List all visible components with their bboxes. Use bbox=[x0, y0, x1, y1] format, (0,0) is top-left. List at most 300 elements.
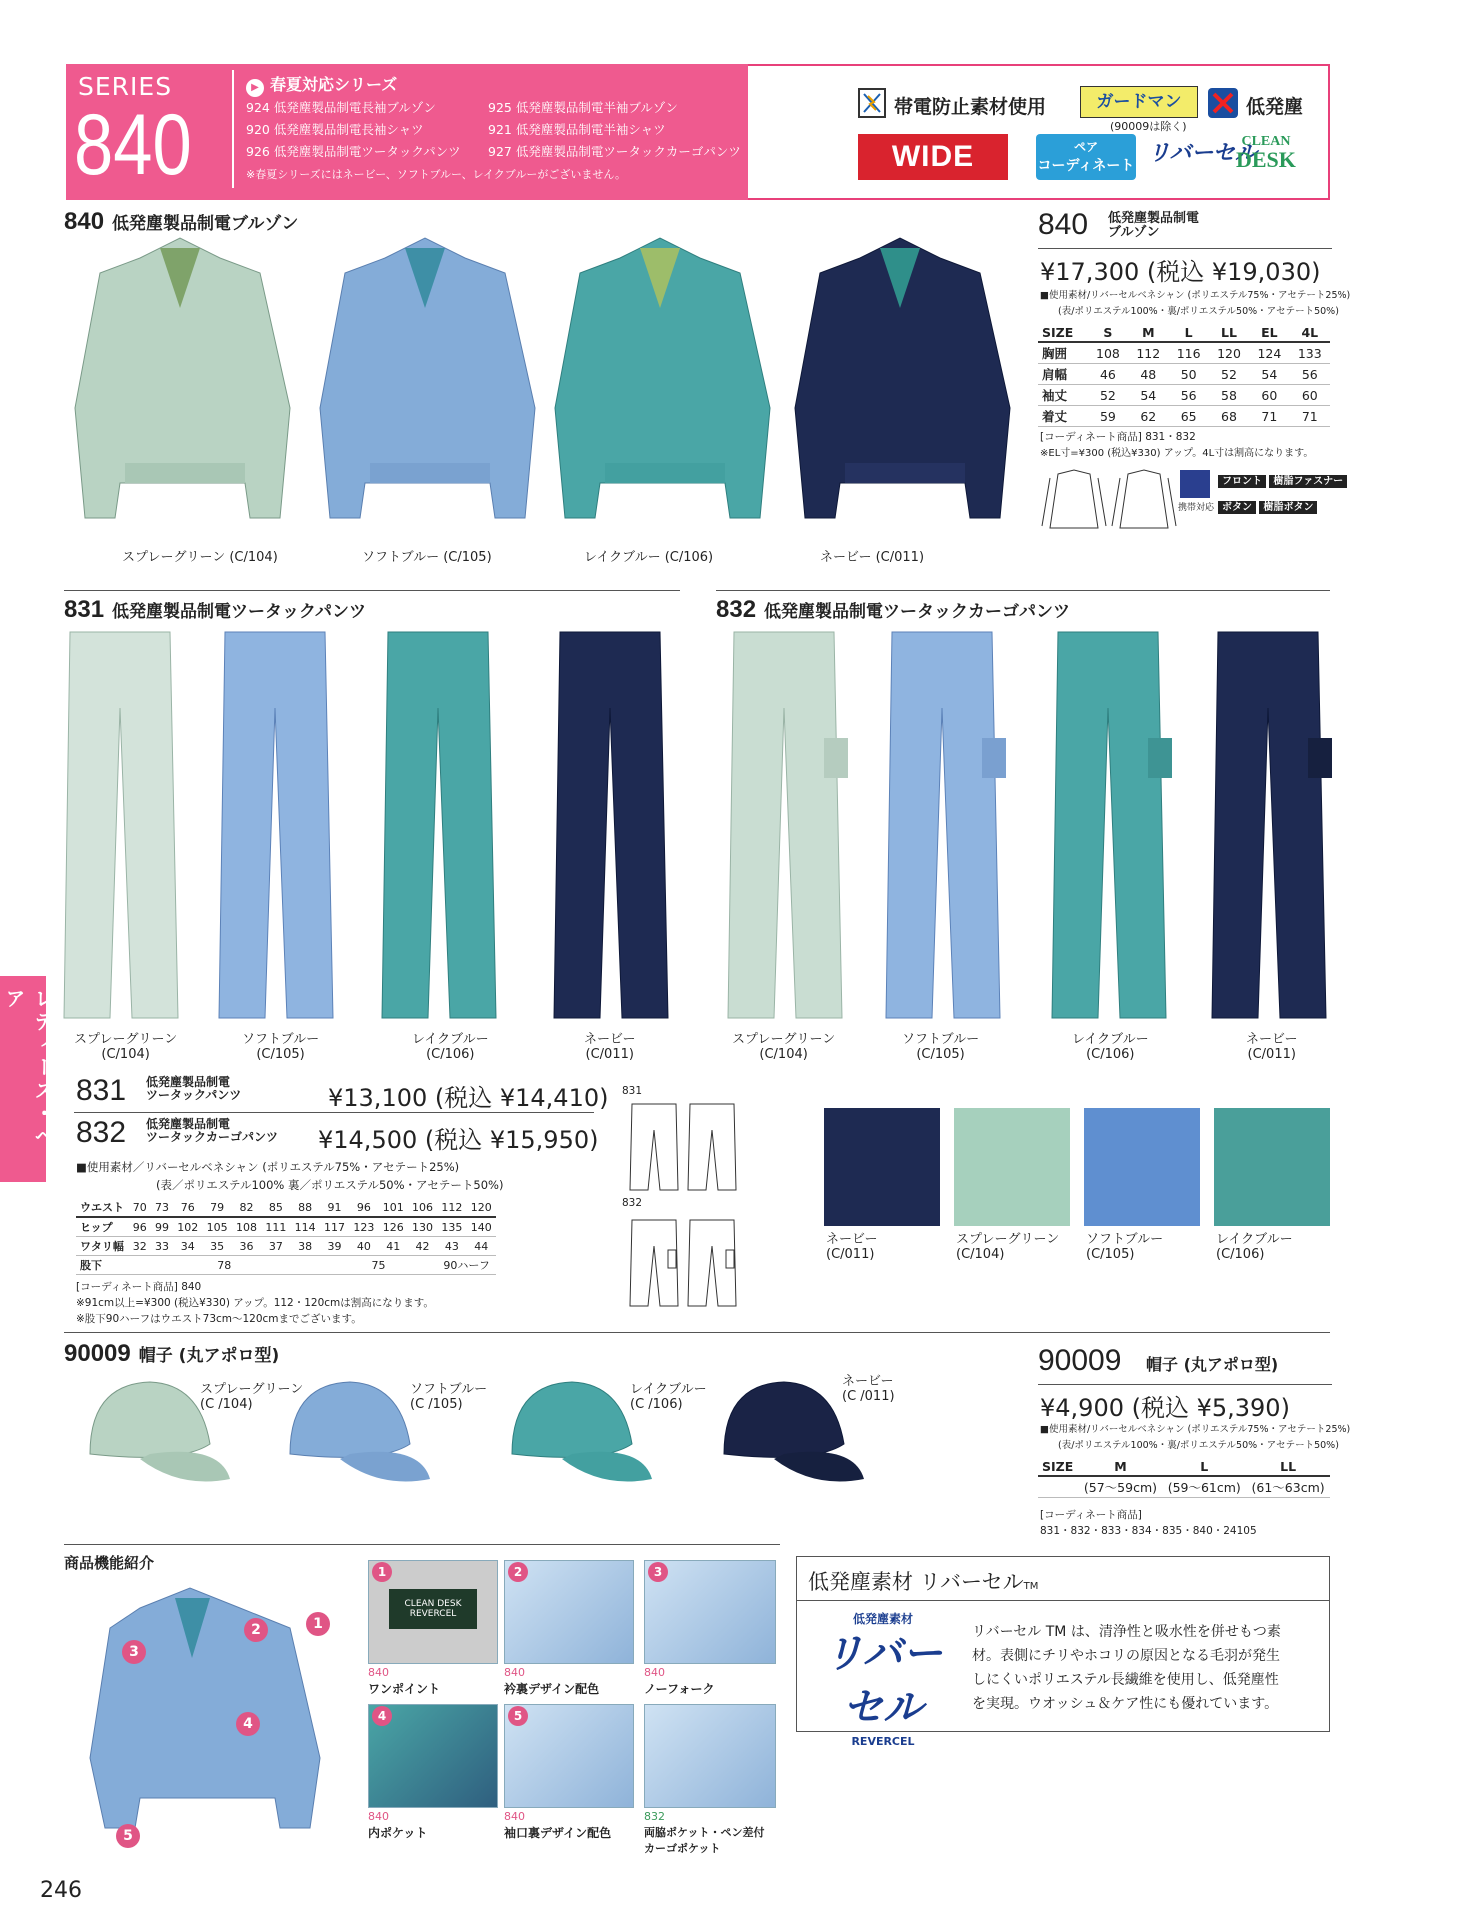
button-label: ボタン bbox=[1218, 501, 1256, 514]
jacket-price: ¥17,300 (税込 ¥19,030) bbox=[1040, 258, 1321, 286]
cap-heading-text: 帽子 (丸アポロ型) bbox=[138, 1346, 280, 1366]
table-cell: 43 bbox=[437, 1237, 466, 1256]
jacket-variant-label: レイクブルー (C/106) bbox=[584, 550, 714, 565]
category-tab[interactable] bbox=[0, 976, 55, 1182]
button-value: 樹脂ボタン bbox=[1259, 501, 1317, 514]
cap-variant-label bbox=[410, 1382, 487, 1412]
table-cell: 85 bbox=[261, 1198, 290, 1217]
cap-price: ¥4,900 (税込 ¥5,390) bbox=[1040, 1394, 1290, 1422]
diagram-label: 832 bbox=[622, 1197, 643, 1209]
feature-number: 1 bbox=[372, 1562, 392, 1582]
callout-2: 2 bbox=[244, 1618, 268, 1642]
table-cell: 114 bbox=[291, 1217, 320, 1237]
table-cell: SIZE bbox=[1038, 324, 1088, 342]
series-note: ※春夏シリーズにはネービー、ソフトブルー、レイクブルーがございません。 bbox=[246, 168, 627, 181]
jacket-size-note: ※EL寸=¥300 (税込¥330) アップ。4L寸は割高になります。 bbox=[1040, 448, 1314, 459]
series-item: 924 低発塵製品制電長袖ブルゾン bbox=[246, 100, 436, 115]
table-cell: (59〜61cm) bbox=[1162, 1476, 1246, 1498]
cap-coordinate-label: [コーディネート商品] bbox=[1040, 1509, 1142, 1521]
pants832-lake-blue bbox=[1052, 632, 1172, 1018]
guardman-note: (90009は除く) bbox=[1110, 120, 1187, 133]
table-cell: 70 bbox=[129, 1198, 151, 1217]
pants832-navy bbox=[1212, 632, 1332, 1018]
feature-label: ワンポイント bbox=[368, 1682, 441, 1696]
cap-spec-number: 90009 bbox=[1038, 1344, 1122, 1377]
table-row bbox=[1038, 324, 1330, 342]
pants831-variant-label bbox=[242, 1032, 319, 1062]
series-number: 840 bbox=[74, 97, 192, 193]
pants832-variant-label bbox=[1246, 1032, 1297, 1062]
table-row bbox=[1038, 406, 1330, 427]
logo-main: リバーセル bbox=[823, 1631, 943, 1731]
swatch-name: レイクブルー bbox=[1216, 1232, 1293, 1247]
divider bbox=[716, 590, 1330, 591]
pants831-heading-number: 831 bbox=[64, 596, 105, 623]
pants831-heading-text: 低発塵製品制電ツータックパンツ bbox=[112, 602, 367, 622]
variant-code: (C/105) bbox=[256, 1047, 305, 1062]
feature-label: 衿裏デザイン配色 bbox=[504, 1682, 600, 1696]
swatch-code: (C/106) bbox=[1216, 1247, 1265, 1262]
series-label: SERIES bbox=[78, 72, 173, 101]
table-cell: 105 bbox=[202, 1217, 231, 1237]
jacket-variant-label: ソフトブルー (C/105) bbox=[362, 550, 492, 565]
table-cell: 124 bbox=[1249, 342, 1289, 364]
low-dust-icon bbox=[1208, 88, 1238, 118]
revercel-description bbox=[972, 1620, 1281, 1716]
antistatic-icon bbox=[858, 88, 886, 118]
cap-soft-blue bbox=[290, 1382, 430, 1482]
table-cell: 62 bbox=[1128, 406, 1168, 427]
variant-name: ソフトブルー bbox=[242, 1032, 320, 1047]
pants831-soft-blue bbox=[219, 632, 333, 1018]
table-cell: 52 bbox=[1209, 364, 1249, 385]
table-cell: 着丈 bbox=[1038, 406, 1088, 427]
table-cell: 32 bbox=[129, 1237, 151, 1256]
jacket-spec-number: 840 bbox=[1038, 208, 1089, 241]
pants-material-detail: (表／ポリエステル100% 裏／ポリエステル50%・アセテート50%) bbox=[156, 1178, 504, 1192]
table-cell: L bbox=[1168, 324, 1208, 342]
feature-code: 840 bbox=[368, 1810, 389, 1823]
pants832-heading-text: 低発塵製品制電ツータックカーゴパンツ bbox=[764, 602, 1071, 622]
jacket-variant-label: スプレーグリーン (C/104) bbox=[122, 550, 278, 565]
description-line: を実現。ウオッシュ＆ケア性にも優れています。 bbox=[972, 1696, 1279, 1712]
feature-label: 内ポケット bbox=[368, 1826, 428, 1840]
table-row bbox=[1038, 385, 1330, 406]
table-cell: 胸囲 bbox=[1038, 342, 1088, 364]
button-spec bbox=[1218, 498, 1317, 513]
table-cell: 112 bbox=[437, 1198, 466, 1217]
table-cell: 106 bbox=[408, 1198, 437, 1217]
table-cell: 117 bbox=[320, 1217, 349, 1237]
revercel-title bbox=[808, 1566, 1038, 1596]
table-cell: L bbox=[1162, 1458, 1246, 1476]
pants832-price: ¥14,500 (税込 ¥15,950) bbox=[318, 1126, 599, 1154]
table-cell: 71 bbox=[1249, 406, 1289, 427]
jacket-variant-label: ネービー (C/011) bbox=[820, 550, 925, 565]
variant-code: (C /011) bbox=[842, 1389, 895, 1404]
table-cell: 116 bbox=[1168, 342, 1208, 364]
table-cell: 40 bbox=[349, 1237, 378, 1256]
pair-coordinate-badge bbox=[1036, 134, 1136, 180]
table-cell: 111 bbox=[261, 1217, 290, 1237]
feature-jacket-photo bbox=[80, 1578, 340, 1848]
table-cell: 91 bbox=[320, 1198, 349, 1217]
jacket-coordinate: [コーディネート商品] 831・832 bbox=[1040, 431, 1196, 443]
table-cell: 135 bbox=[437, 1217, 466, 1237]
table-cell: 60 bbox=[1249, 385, 1289, 406]
swatch-label bbox=[1216, 1232, 1293, 1262]
clean-desk-patch: CLEAN DESK REVERCEL bbox=[389, 1589, 477, 1629]
jacket-spec-title bbox=[1108, 212, 1199, 240]
table-cell: 34 bbox=[173, 1237, 202, 1256]
table-cell: 38 bbox=[291, 1237, 320, 1256]
variant-name: ソフトブルー bbox=[902, 1032, 980, 1047]
feature-code: 840 bbox=[504, 1810, 525, 1823]
variant-code: (C/104) bbox=[759, 1047, 808, 1062]
clean-desk-logo bbox=[1236, 134, 1296, 170]
guardman-logo: ガードマン bbox=[1080, 86, 1198, 118]
description-line: しにくいポリエステル長繊維を使用し、低発塵性 bbox=[972, 1672, 1279, 1688]
antistatic-label: 帯電防止素材使用 bbox=[894, 96, 1047, 118]
variant-code: (C /106) bbox=[630, 1397, 683, 1412]
jacket-heading-text: 低発塵製品制電ブルゾン bbox=[112, 214, 299, 234]
table-cell: 59 bbox=[1088, 406, 1128, 427]
series-item: 925 低発塵製品制電半袖ブルゾン bbox=[488, 100, 678, 115]
variant-name: レイクブルー bbox=[1072, 1032, 1149, 1047]
pants831-heading bbox=[64, 596, 366, 624]
table-row bbox=[76, 1237, 496, 1256]
phone-pocket-label: 携帯対応 bbox=[1178, 503, 1215, 513]
table-cell: 126 bbox=[379, 1217, 408, 1237]
category-tab-label: レディース・ペア bbox=[2, 988, 55, 1149]
table-cell: ウエスト bbox=[76, 1198, 129, 1217]
table-cell: 112 bbox=[1128, 342, 1168, 364]
table-cell: 54 bbox=[1249, 364, 1289, 385]
cap-material: ■使用素材/リバーセルベネシャン (ポリエステル75%・アセテート25%) bbox=[1040, 1424, 1351, 1435]
pants-size-note: ※91cm以上=¥300 (税込¥330) アップ。112・120cmは割高になります。 bbox=[76, 1297, 434, 1309]
divider bbox=[64, 1332, 1330, 1333]
callout-4: 4 bbox=[236, 1712, 260, 1736]
table-cell: M bbox=[1079, 1458, 1163, 1476]
features-heading: 商品機能紹介 bbox=[64, 1554, 155, 1572]
table-cell: 4L bbox=[1290, 324, 1330, 342]
table-cell: 37 bbox=[261, 1237, 290, 1256]
pants831-variant-label bbox=[74, 1032, 177, 1062]
feature-code: 840 bbox=[368, 1666, 389, 1679]
table-cell: (61〜63cm) bbox=[1246, 1476, 1330, 1498]
callout-1: 1 bbox=[306, 1612, 330, 1636]
table-cell: 46 bbox=[1088, 364, 1128, 385]
pants831-spray-green bbox=[64, 632, 178, 1018]
feature-label: 袖口裏デザイン配色 bbox=[504, 1826, 612, 1840]
cap-variant-label bbox=[630, 1382, 707, 1412]
table-cell: 108 bbox=[232, 1217, 261, 1237]
table-cell: 120 bbox=[1209, 342, 1249, 364]
front-spec bbox=[1218, 472, 1347, 487]
jacket-material-detail: (表/ポリエステル100%・裏/ポリエステル50%・アセテート50%) bbox=[1058, 306, 1339, 317]
pants831-variant-label bbox=[412, 1032, 489, 1062]
swatch-name: スプレーグリーン bbox=[956, 1232, 1060, 1247]
pair-label: ペア bbox=[1073, 140, 1098, 154]
table-cell: LL bbox=[1209, 324, 1249, 342]
wide-badge: WIDE bbox=[858, 134, 1008, 180]
swatch-lake-blue bbox=[1214, 1108, 1330, 1226]
spring-summer-series-title: ▶ 春夏対応シリーズ bbox=[246, 72, 397, 97]
table-row bbox=[76, 1198, 496, 1217]
jacket-line-diagram bbox=[1040, 468, 1178, 540]
table-cell: 140 bbox=[467, 1217, 496, 1237]
table-cell: 96 bbox=[129, 1217, 151, 1237]
front-label: フロント bbox=[1218, 475, 1266, 488]
pants831-variant-label bbox=[584, 1032, 635, 1062]
table-cell: 130 bbox=[408, 1217, 437, 1237]
callout-5: 5 bbox=[116, 1824, 140, 1848]
series-item: 921 低発塵製品制電半袖シャツ bbox=[488, 122, 666, 137]
divider bbox=[1038, 248, 1332, 249]
pants831-price: ¥13,100 (税込 ¥14,410) bbox=[328, 1084, 609, 1112]
jacket-heading-number: 840 bbox=[64, 208, 105, 235]
callout-3: 3 bbox=[122, 1640, 146, 1664]
cap-material-detail: (表/ポリエステル100%・裏/ポリエステル50%・アセテート50%) bbox=[1058, 1440, 1339, 1451]
pants-coordinate: [コーディネート商品] 840 bbox=[76, 1281, 202, 1293]
pants832-spec-title bbox=[146, 1118, 278, 1144]
jacket-size-table bbox=[1038, 324, 1330, 427]
table-cell: 78 bbox=[129, 1256, 320, 1275]
feature-label: ノーフォーク bbox=[644, 1682, 715, 1696]
series-item: 926 低発塵製品制電ツータックパンツ bbox=[246, 144, 461, 159]
feature-code: 840 bbox=[644, 1666, 665, 1679]
table-row bbox=[1038, 364, 1330, 385]
jacket-navy bbox=[795, 238, 1010, 518]
table-cell: 108 bbox=[1088, 342, 1128, 364]
table-cell: 102 bbox=[173, 1217, 202, 1237]
title-line: ツータックカーゴパンツ bbox=[146, 1130, 279, 1144]
swatch-label bbox=[1086, 1232, 1163, 1262]
swatch-code: (C/104) bbox=[956, 1247, 1005, 1262]
table-cell: 袖丈 bbox=[1038, 385, 1088, 406]
pants832-heading bbox=[716, 596, 1070, 624]
logo-english: REVERCEL bbox=[851, 1735, 915, 1748]
description-line: リバーセル TM は、清浄性と吸水性を併せもつ素 bbox=[972, 1624, 1281, 1640]
table-cell: SIZE bbox=[1038, 1458, 1079, 1476]
jacket-material: ■使用素材/リバーセルベネシャン (ポリエステル75%・アセテート25%) bbox=[1040, 290, 1351, 301]
feature-number: 3 bbox=[648, 1562, 668, 1582]
feature-code: 832 bbox=[644, 1810, 665, 1823]
jacket-spray-green bbox=[75, 238, 290, 518]
table-cell: 52 bbox=[1088, 385, 1128, 406]
table-cell: 41 bbox=[379, 1237, 408, 1256]
tm-mark: TM bbox=[1023, 1581, 1039, 1592]
pants831-lake-blue bbox=[382, 632, 496, 1018]
jacket-spec-title-line: 低発塵製品制電 bbox=[1108, 211, 1200, 226]
table-cell bbox=[1038, 1476, 1079, 1498]
variant-code: (C/011) bbox=[585, 1047, 634, 1062]
table-cell: 65 bbox=[1168, 406, 1208, 427]
page-number: 246 bbox=[40, 1878, 82, 1903]
table-cell: 56 bbox=[1168, 385, 1208, 406]
table-cell: LL bbox=[1246, 1458, 1330, 1476]
table-cell: 90ハーフ bbox=[437, 1256, 496, 1275]
divider bbox=[232, 70, 234, 188]
table-cell: 39 bbox=[320, 1237, 349, 1256]
cap-variant-label bbox=[842, 1374, 895, 1404]
table-row bbox=[1038, 1476, 1330, 1498]
feature-number: 4 bbox=[372, 1706, 392, 1726]
cap-coordinate: 831・832・833・834・835・840・24105 bbox=[1040, 1525, 1257, 1537]
series-item: 920 低発塵製品制電長袖シャツ bbox=[246, 122, 424, 137]
table-cell: EL bbox=[1249, 324, 1289, 342]
variant-code: (C/106) bbox=[1086, 1047, 1135, 1062]
feature-code: 840 bbox=[504, 1666, 525, 1679]
table-cell: 股下 bbox=[76, 1256, 129, 1275]
table-cell: 99 bbox=[151, 1217, 173, 1237]
variant-code: (C/104) bbox=[101, 1047, 150, 1062]
table-cell: 79 bbox=[202, 1198, 231, 1217]
pants-inseam-note: ※股下90ハーフはウエスト73cm〜120cmまでございます。 bbox=[76, 1313, 362, 1325]
title-line: 低発塵製品制電 bbox=[146, 1117, 231, 1131]
table-row bbox=[1038, 342, 1330, 364]
divider bbox=[796, 1600, 1330, 1601]
pants832-heading-number: 832 bbox=[716, 596, 757, 623]
table-cell: 35 bbox=[202, 1237, 231, 1256]
table-cell: S bbox=[1088, 324, 1128, 342]
divider bbox=[64, 590, 680, 591]
table-cell: 68 bbox=[1209, 406, 1249, 427]
table-cell: 76 bbox=[173, 1198, 202, 1217]
pants-size-table bbox=[76, 1198, 496, 1275]
swatch-navy bbox=[824, 1108, 940, 1226]
table-cell: 50 bbox=[1168, 364, 1208, 385]
table-cell: 88 bbox=[291, 1198, 320, 1217]
pants832-soft-blue bbox=[886, 632, 1006, 1018]
pants831-spec-title bbox=[146, 1076, 241, 1102]
table-cell: ワタリ幅 bbox=[76, 1237, 129, 1256]
table-cell: 33 bbox=[151, 1237, 173, 1256]
pants832-spray-green bbox=[728, 632, 848, 1018]
variant-name: スプレーグリーン bbox=[74, 1032, 178, 1047]
variant-name: レイクブルー bbox=[412, 1032, 489, 1047]
jacket-photos bbox=[70, 228, 1030, 538]
pants832-spec-number: 832 bbox=[76, 1116, 127, 1149]
swatch-spray-green bbox=[954, 1108, 1070, 1226]
feature-number: 2 bbox=[508, 1562, 528, 1582]
description-line: 材。表側にチリやホコリの原因となる毛羽が発生 bbox=[972, 1648, 1280, 1664]
swatch-name: ネービー bbox=[826, 1232, 878, 1247]
table-cell: 101 bbox=[379, 1198, 408, 1217]
title-line: ツータックパンツ bbox=[146, 1088, 242, 1102]
phone-pocket-icon bbox=[1180, 470, 1210, 498]
variant-name: ネービー bbox=[584, 1032, 636, 1047]
pants-photos bbox=[60, 628, 1340, 1028]
swatch-label bbox=[826, 1232, 877, 1262]
pants832-variant-label bbox=[902, 1032, 979, 1062]
swatch-code: (C/011) bbox=[826, 1247, 875, 1262]
table-row bbox=[76, 1217, 496, 1237]
variant-code: (C /105) bbox=[410, 1397, 463, 1412]
revercel-logo: リバーセル bbox=[1148, 141, 1257, 166]
table-cell: 120 bbox=[467, 1198, 496, 1217]
table-cell: 56 bbox=[1290, 364, 1330, 385]
series-item: 927 低発塵製品制電ツータックカーゴパンツ bbox=[488, 144, 741, 159]
table-row bbox=[76, 1256, 496, 1275]
table-cell: 54 bbox=[1128, 385, 1168, 406]
pants831-navy bbox=[554, 632, 668, 1018]
table-cell: 36 bbox=[232, 1237, 261, 1256]
swatch-label bbox=[956, 1232, 1059, 1262]
swatch-name: ソフトブルー bbox=[1086, 1232, 1164, 1247]
variant-code: (C/106) bbox=[426, 1047, 475, 1062]
variant-name: レイクブルー bbox=[630, 1382, 707, 1397]
variant-name: スプレーグリーン bbox=[200, 1382, 304, 1397]
jacket-lake-blue bbox=[555, 238, 770, 518]
table-cell: 44 bbox=[467, 1237, 496, 1256]
variant-code: (C/105) bbox=[916, 1047, 965, 1062]
table-cell: 75 bbox=[320, 1256, 437, 1275]
pants832-variant-label bbox=[732, 1032, 835, 1062]
pants831-spec-number: 831 bbox=[76, 1074, 127, 1107]
jacket-spec-title-line: ブルゾン bbox=[1108, 225, 1160, 240]
clean-text: CLEAN bbox=[1241, 134, 1291, 149]
desk-text: DESK bbox=[1236, 147, 1296, 172]
feature-label: カーゴポケット bbox=[644, 1842, 721, 1855]
table-cell: M bbox=[1128, 324, 1168, 342]
table-cell: 58 bbox=[1209, 385, 1249, 406]
title-line: 低発塵製品制電 bbox=[146, 1075, 231, 1089]
table-cell: (57〜59cm) bbox=[1079, 1476, 1163, 1498]
variant-code: (C /104) bbox=[200, 1397, 253, 1412]
coordinate-label: コーディネート bbox=[1037, 158, 1135, 174]
table-row bbox=[1038, 1458, 1330, 1476]
feature-number: 5 bbox=[508, 1706, 528, 1726]
table-cell: ヒップ bbox=[76, 1217, 129, 1237]
table-cell: 60 bbox=[1290, 385, 1330, 406]
variant-name: スプレーグリーン bbox=[732, 1032, 836, 1047]
table-cell: 42 bbox=[408, 1237, 437, 1256]
table-cell: 73 bbox=[151, 1198, 173, 1217]
cap-spec-title: 帽子 (丸アポロ型) bbox=[1146, 1355, 1279, 1374]
logo-caption: 低発塵素材 bbox=[852, 1612, 913, 1626]
diagram-label: 831 bbox=[622, 1085, 643, 1097]
table-cell: 133 bbox=[1290, 342, 1330, 364]
table-cell: 48 bbox=[1128, 364, 1168, 385]
cap-variant-label bbox=[200, 1382, 303, 1412]
cap-heading-number: 90009 bbox=[64, 1340, 131, 1367]
swatch-code: (C/105) bbox=[1086, 1247, 1135, 1262]
jacket-soft-blue bbox=[320, 238, 535, 518]
variant-name: ソフトブルー bbox=[410, 1382, 488, 1397]
pants-material: ■使用素材／リバーセルベネシャン (ポリエステル75%・アセテート25%) bbox=[76, 1160, 460, 1174]
pants832-variant-label bbox=[1072, 1032, 1149, 1062]
divider bbox=[64, 1544, 780, 1545]
swatch-soft-blue bbox=[1084, 1108, 1200, 1226]
table-cell: 71 bbox=[1290, 406, 1330, 427]
table-cell: 96 bbox=[349, 1198, 378, 1217]
divider bbox=[74, 1112, 594, 1113]
variant-code: (C/011) bbox=[1247, 1047, 1296, 1062]
revercel-title-text: 低発塵素材 リバーセル bbox=[808, 1570, 1024, 1594]
revercel-logo-large bbox=[808, 1610, 958, 1748]
pants-line-diagrams bbox=[628, 1100, 748, 1320]
table-cell: 123 bbox=[349, 1217, 378, 1237]
table-cell: 肩幅 bbox=[1038, 364, 1088, 385]
cap-size-table bbox=[1038, 1458, 1330, 1498]
divider bbox=[1038, 1384, 1332, 1385]
feature-label: 両脇ポケット・ペン差付 bbox=[644, 1826, 765, 1839]
front-value: 樹脂ファスナー bbox=[1269, 475, 1347, 488]
variant-name: ネービー bbox=[1246, 1032, 1298, 1047]
low-dust-label: 低発塵 bbox=[1246, 96, 1304, 118]
table-cell: 82 bbox=[232, 1198, 261, 1217]
